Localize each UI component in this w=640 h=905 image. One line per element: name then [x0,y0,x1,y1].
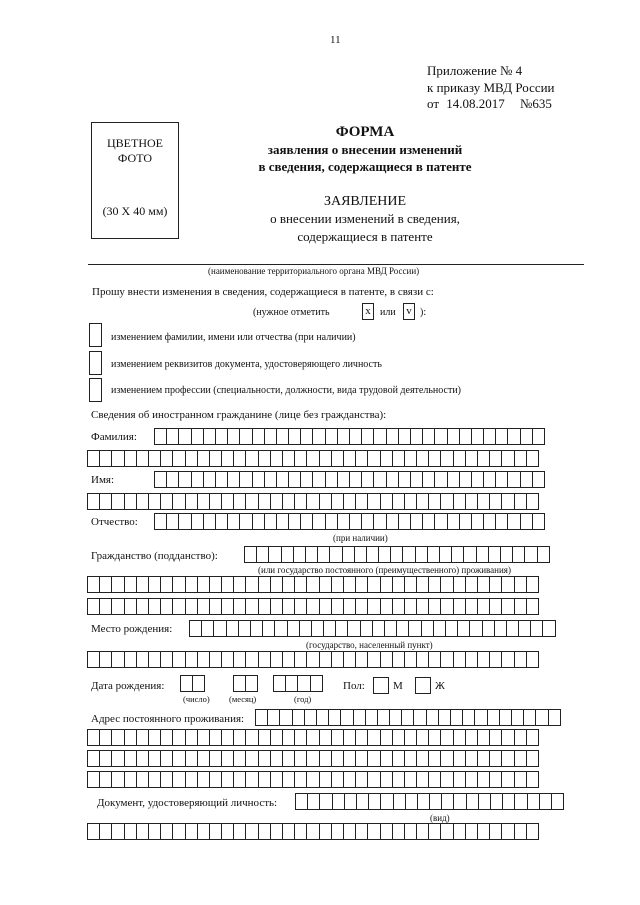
birthdate-day-note: (число) [183,694,210,704]
date-prefix: от [427,96,440,111]
request-text: Прошу внести изменения в сведения, содержащиеся в патенте, в связи с: [92,286,434,298]
sex-male-checkbox[interactable] [373,677,389,694]
order-date: 14.08.2017 [446,96,505,111]
birthplace-note: (государство, населенный пункт) [306,640,433,650]
birthplace-label: Место рождения: [91,623,173,635]
statement-title: ЗАЯВЛЕНИЕ [323,194,407,209]
surname-cells-row2[interactable] [88,450,539,467]
mark-x-example: x [362,303,374,320]
page-number: 11 [330,34,341,46]
sex-female-label: Ж [435,680,445,692]
address-cells-row2[interactable] [88,729,539,746]
birthdate-day-cells[interactable] [181,675,205,692]
mark-or: или [380,307,396,318]
input-cell[interactable] [542,620,555,637]
order-number: №635 [520,96,552,111]
birthplace-cells-row2[interactable] [88,651,539,668]
option-checkbox-profession-change[interactable] [89,378,102,402]
input-cell[interactable] [526,771,539,788]
option-checkbox-name-change[interactable] [89,323,102,347]
input-cell[interactable] [526,493,539,510]
form-title: ФОРМА [335,124,395,140]
address-cells-row1[interactable] [256,709,561,726]
input-cell[interactable] [526,823,539,840]
document-type-cells[interactable] [296,793,564,810]
name-cells-row1[interactable] [155,471,545,488]
mark-instruction-end: ): [420,307,427,318]
statement-subtitle-line2: содержащиеся в патенте [297,229,433,244]
authority-line[interactable] [88,264,584,265]
mark-instruction: (нужное отметить [253,307,330,318]
photo-color-label: ЦВЕТНОЕ [107,136,163,150]
sex-male-label: М [393,680,403,692]
citizenship-note: (или государство постоянного (преимущественного) проживания) [258,565,511,575]
birthdate-year-cells[interactable] [274,675,323,692]
citizenship-cells-row2[interactable] [88,576,539,593]
option-label-profession-change: изменением профессии (специальности, должности, вида трудовой деятельности) [111,385,461,396]
form-subtitle-line2: в сведения, содержащиеся в патенте [258,159,472,174]
input-cell[interactable] [245,675,258,692]
order-reference: к приказу МВД России [427,80,555,95]
sex-female-checkbox[interactable] [415,677,431,694]
statement-subtitle-line1: о внесении изменений в сведения, [270,211,460,226]
address-cells-row3[interactable] [88,750,539,767]
birthdate-label: Дата рождения: [91,680,165,692]
document-label: Документ, удостоверяющий личность: [97,797,278,809]
input-cell[interactable] [548,709,561,726]
birthdate-year-note: (год) [294,694,312,704]
mark-v-example: v [403,303,415,320]
photo-size: (30 X 40 мм) [102,204,168,218]
input-cell[interactable] [526,651,539,668]
name-label: Имя: [91,474,115,486]
patronymic-cells[interactable] [155,513,545,530]
surname-cells-row1[interactable] [155,428,545,445]
photo-label: ФОТО [117,151,153,165]
citizenship-cells-row3[interactable] [88,598,539,615]
input-cell[interactable] [532,513,545,530]
input-cell[interactable] [532,428,545,445]
form-subtitle-line1: заявления о внесении изменений [267,142,463,157]
name-cells-row2[interactable] [88,493,539,510]
input-cell[interactable] [537,546,550,563]
document-type-note: (вид) [430,813,450,823]
order-date-line [427,96,552,112]
birthplace-cells-row1[interactable] [190,620,556,637]
option-checkbox-document-change[interactable] [89,351,102,375]
appendix-label: Приложение № 4 [427,63,523,78]
input-cell[interactable] [526,450,539,467]
document-cells-row2[interactable] [88,823,539,840]
input-cell[interactable] [526,576,539,593]
input-cell[interactable] [310,675,323,692]
input-cell[interactable] [192,675,205,692]
address-label: Адрес постоянного проживания: [91,713,245,725]
citizenship-label: Гражданство (подданство): [91,550,218,562]
surname-label: Фамилия: [91,431,137,443]
input-cell[interactable] [526,598,539,615]
input-cell[interactable] [532,471,545,488]
photo-box [91,122,179,239]
foreigner-section-header: Сведения об иностранном гражданине (лице без гражданства): [91,409,387,421]
input-cell[interactable] [526,729,539,746]
input-cell[interactable] [551,793,564,810]
birthdate-month-cells[interactable] [234,675,258,692]
patronymic-label: Отчество: [91,516,138,528]
input-cell[interactable] [526,750,539,767]
option-label-document-change: изменением реквизитов документа, удостоверяющего личность [111,359,382,370]
authority-caption: (наименование территориального органа МВД России) [208,266,420,276]
birthdate-month-note: (месяц) [229,694,257,704]
option-label-name-change: изменением фамилии, имени или отчества (при наличии) [111,332,356,343]
citizenship-cells-row1[interactable] [245,546,550,563]
patronymic-note: (при наличии) [333,533,388,543]
address-cells-row4[interactable] [88,771,539,788]
sex-label: Пол: [343,680,365,692]
